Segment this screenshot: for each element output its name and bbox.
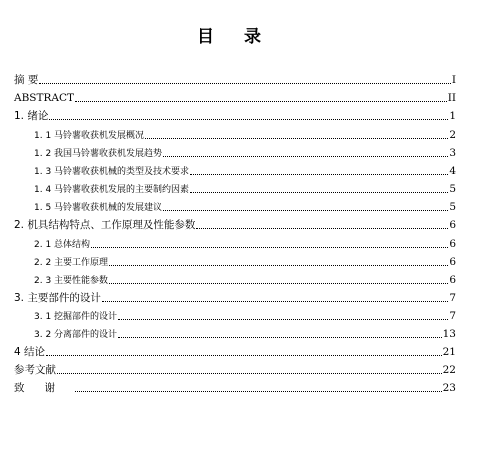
toc-entry-label: 1. 绪论 [14,110,49,122]
toc-entry-page: II [447,92,456,104]
toc-entry-page: 7 [449,310,456,322]
toc-entry-page: 1 [449,110,456,122]
toc-entry-label: 1. 1 马铃薯收获机发展概况 [34,130,145,141]
toc-entry-page: 13 [442,328,456,340]
toc-leader-dots [49,118,448,120]
toc-entry-page: 23 [442,382,456,394]
toc-entry-label: 3. 主要部件的设计 [14,292,101,304]
toc-entry-chapter-1[interactable] [14,111,456,122]
toc-leader-dots [190,191,448,193]
toc-entry-page: 6 [449,256,456,268]
toc-entry-page: 6 [449,238,456,250]
toc-entry-label: 4 结论 [14,346,46,358]
toc-entry-label: 参考文献 [14,364,56,376]
toc-leader-dots [75,100,447,102]
toc-entry-label: 2. 3 主要性能参数 [34,275,109,286]
toc-leader-dots [57,372,442,374]
toc-entry-abstract-en[interactable] [14,93,456,104]
toc-leader-dots [75,390,442,392]
toc-entry-section-1-1[interactable] [34,130,456,141]
toc-entry-label: 2. 机具结构特点、工作原理及性能参数 [14,219,196,231]
toc-entry-label: 2. 2 主要工作原理 [34,257,109,268]
page-title: 目 录 [197,27,273,47]
toc-entry-acknowledgements[interactable] [14,383,456,394]
toc-leader-dots [109,264,448,266]
toc-entry-label: 摘 要 [14,74,39,86]
toc-entry-page: 3 [449,147,456,159]
toc-entry-chapter-3[interactable] [14,293,456,304]
toc-leader-dots [145,137,448,139]
toc-entry-section-1-5[interactable] [34,202,456,213]
toc-entry-label: 1. 5 马铃薯收获机械的发展建议 [34,202,163,213]
toc-leader-dots [163,155,448,157]
toc-entry-label: 1. 2 我国马铃薯收获机发展趋势 [34,148,163,159]
toc-leader-dots [118,318,448,320]
toc-entry-label: ABSTRACT [14,92,75,104]
toc-entry-abstract-zh[interactable] [14,75,456,86]
toc-leader-dots [46,354,442,356]
toc-leader-dots [190,173,448,175]
toc-entry-section-3-1[interactable] [34,311,456,322]
toc-leader-dots [196,227,448,229]
toc-leader-dots [163,209,448,211]
toc-entry-section-3-2[interactable] [34,329,456,340]
toc-entry-references[interactable] [14,365,456,376]
toc-leader-dots [118,336,442,338]
toc-entry-label: 致 谢 [14,382,56,394]
toc-entry-section-2-1[interactable] [34,239,456,250]
toc-entry-page: 5 [449,183,456,195]
toc-entry-page: 5 [449,201,456,213]
toc-leader-dots [91,246,448,248]
toc-entry-label: 3. 1 挖掘部件的设计 [34,311,118,322]
toc-entry-label: 1. 4 马铃薯收获机发展的主要制约因素 [34,184,190,195]
toc-entry-chapter-2[interactable] [14,220,456,231]
toc-entry-chapter-4[interactable] [14,347,456,358]
toc-entry-section-1-3[interactable] [34,166,456,177]
toc-entry-page: 2 [449,129,456,141]
toc-entry-page: 22 [442,364,456,376]
toc-entry-label: 2. 1 总体结构 [34,239,91,250]
toc-entry-section-1-2[interactable] [34,148,456,159]
toc-entry-section-1-4[interactable] [34,184,456,195]
toc-entry-section-2-2[interactable] [34,257,456,268]
toc-entry-label: 3. 2 分离部件的设计 [34,329,118,340]
toc-entry-page: I [451,74,456,86]
toc-entry-page: 6 [449,219,456,231]
toc-entry-page: 7 [449,292,456,304]
toc-leader-dots [102,300,448,302]
toc-entry-page: 21 [442,346,456,358]
toc-entry-page: 4 [449,165,456,177]
toc-entry-section-2-3[interactable] [34,275,456,286]
toc-leader-dots [39,82,451,84]
toc-entry-label: 1. 3 马铃薯收获机械的类型及技术要求 [34,166,190,177]
toc-entry-page: 6 [449,274,456,286]
toc-leader-dots [109,282,448,284]
